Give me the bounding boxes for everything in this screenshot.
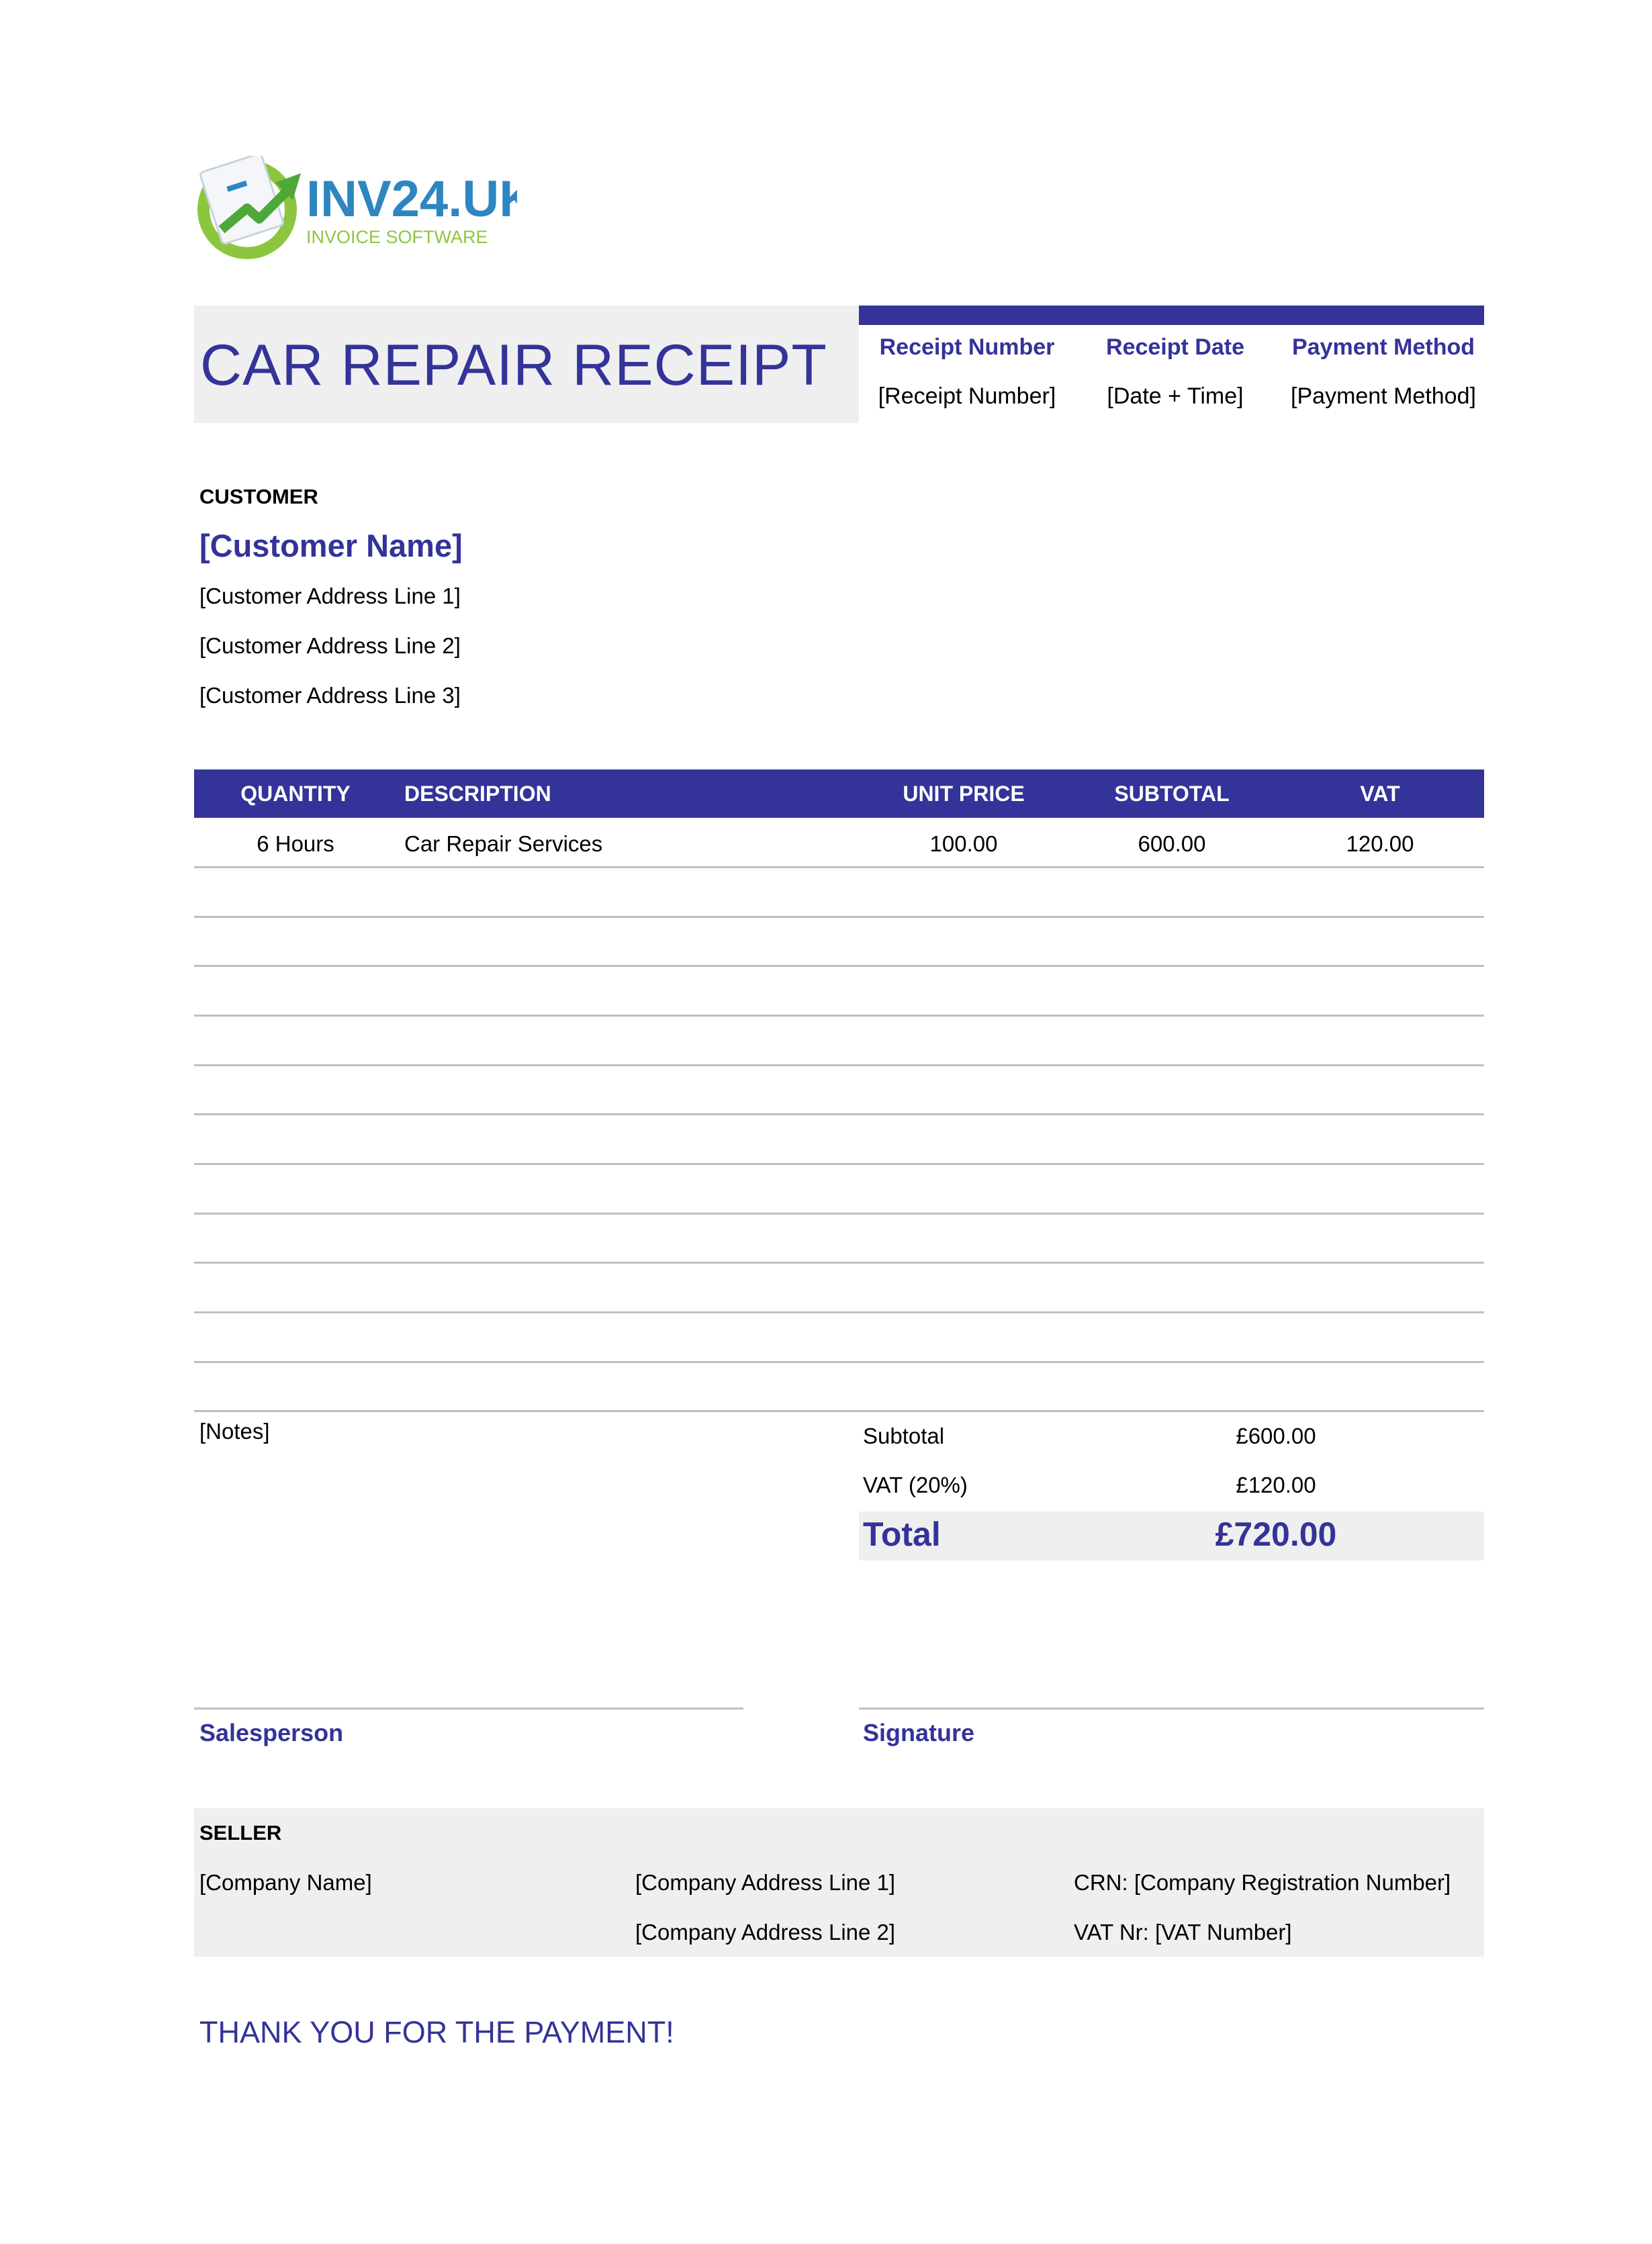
vat-label: VAT (20%) (863, 1472, 968, 1497)
col-vat-header: VAT (1360, 782, 1400, 806)
table-row-divider (194, 916, 1484, 918)
total-label: Total (863, 1515, 941, 1553)
subtotal-value: £600.00 (1236, 1423, 1316, 1448)
row-description: Car Repair Services (404, 831, 603, 856)
thank-you-message: THANK YOU FOR THE PAYMENT! (199, 2015, 674, 2049)
receipt-number-value: [Receipt Number] (878, 383, 1056, 409)
salesperson-label: Salesperson (199, 1719, 344, 1746)
table-row-divider (194, 1361, 1484, 1363)
table-row-divider (194, 1113, 1484, 1115)
col-quantity-header: QUANTITY (240, 782, 351, 806)
customer-heading: CUSTOMER (199, 485, 318, 508)
table-row-divider (194, 1262, 1484, 1264)
vat-value: £120.00 (1236, 1472, 1316, 1497)
col-unit-price-header: UNIT PRICE (903, 782, 1025, 806)
receipt-date-label: Receipt Date (1106, 334, 1244, 360)
table-row-divider (194, 965, 1484, 967)
customer-name: [Customer Name] (199, 528, 463, 563)
notes-text: [Notes] (199, 1419, 270, 1444)
row-subtotal: 600.00 (1138, 831, 1206, 856)
seller-company-name: [Company Name] (199, 1870, 372, 1895)
table-row-divider (194, 866, 1484, 868)
table-row-divider (194, 1015, 1484, 1017)
page-title: CAR REPAIR RECEIPT (200, 333, 827, 398)
seller-address-line: [Company Address Line 1] (635, 1870, 896, 1895)
subtotal-label: Subtotal (863, 1423, 945, 1448)
col-description-header: DESCRIPTION (404, 782, 551, 806)
logo-tagline: INVOICE SOFTWARE (306, 227, 488, 247)
row-vat: 120.00 (1346, 831, 1414, 856)
logo-wordmark: INV24.UK (306, 171, 517, 228)
signature-label: Signature (863, 1719, 975, 1746)
row-quantity: 6 Hours (257, 831, 334, 856)
company-logo (195, 156, 517, 263)
payment-method-label: Payment Method (1291, 334, 1475, 360)
total-band (859, 1511, 1484, 1560)
seller-vat-number: VAT Nr: [VAT Number] (1074, 1920, 1292, 1945)
table-row-divider (194, 1163, 1484, 1165)
receipt-date-value: [Date + Time] (1107, 383, 1244, 409)
customer-address-line: [Customer Address Line 1] (199, 583, 461, 608)
table-row-divider (194, 1410, 1484, 1412)
total-value: £720.00 (1215, 1515, 1337, 1553)
salesperson-signature-line (194, 1708, 743, 1710)
seller-crn: CRN: [Company Registration Number] (1074, 1870, 1451, 1895)
customer-address-line: [Customer Address Line 2] (199, 633, 461, 658)
logo-graphic (195, 156, 517, 263)
col-subtotal-header: SUBTOTAL (1114, 782, 1230, 806)
table-row-divider (194, 1311, 1484, 1313)
customer-address-line: [Customer Address Line 3] (199, 683, 461, 708)
payment-method-value: [Payment Method] (1291, 383, 1476, 409)
table-row-divider (194, 1213, 1484, 1215)
row-unit-price: 100.00 (929, 831, 998, 856)
signature-line (859, 1708, 1484, 1710)
meta-accent-bar (859, 306, 1484, 325)
table-row-divider (194, 1064, 1484, 1066)
receipt-number-label: Receipt Number (879, 334, 1055, 360)
seller-address-line: [Company Address Line 2] (635, 1920, 896, 1945)
seller-heading: SELLER (199, 1821, 282, 1844)
